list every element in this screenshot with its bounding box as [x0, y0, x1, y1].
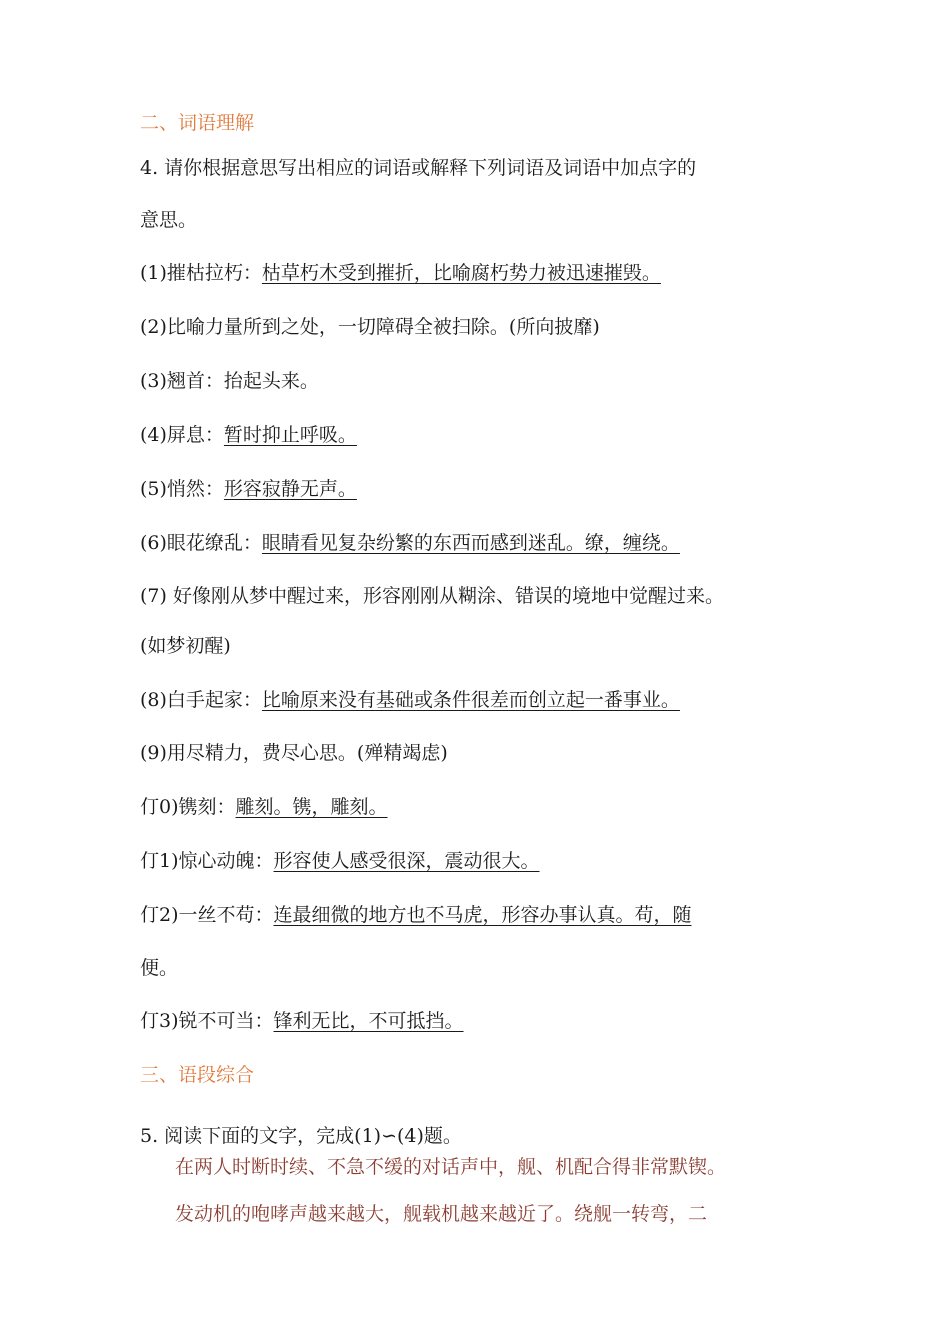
item-answer: 枯草朽木受到摧折，比喻腐朽势力被迅速摧毁。 [261, 262, 661, 284]
item-label: (5)悄然： [140, 478, 224, 500]
question-4-prompt-line-2: 意思。 [140, 209, 198, 231]
item-10 [140, 794, 388, 820]
item-8 [140, 687, 680, 713]
passage-line-2: 发动机的咆哮声越来越大，舰载机越来越近了。绕舰一转弯，二 [175, 1203, 708, 1225]
item-1 [140, 260, 661, 286]
passage-line-1: 在两人时断时续、不急不缓的对话声中，舰、机配合得非常默锲。 [175, 1156, 727, 1178]
item-label: 仃2)一丝不苟： [140, 904, 274, 926]
item-answer: 暂时抑止呼吸。 [223, 424, 357, 446]
item-answer: 形容使人感受很深，震动很大。 [273, 850, 540, 872]
item-9 [140, 740, 448, 766]
item-4 [140, 422, 357, 448]
item-13 [140, 1008, 464, 1034]
question-4-prompt-line-1: 4. 请你根据意思写出相应的词语或解释下列词语及词语中加点字的 [140, 157, 697, 179]
item-answer: 锋利无比，不可抵挡。 [273, 1010, 464, 1032]
item-label: 仃0)镌刻： [140, 796, 236, 818]
item-label: (4)屏息： [140, 424, 224, 446]
item-label: (7) 好像刚从梦中醒过来，形容刚刚从糊涂、错误的境地中觉醒过来。 [140, 585, 724, 607]
item-12 [140, 902, 692, 928]
item-label: 仃3)锐不可当： [140, 1010, 274, 1032]
item-answer: 连最细微的地方也不马虎，形容办事认真。苟，随 [273, 904, 692, 926]
section-3-heading: 三、语段综合 [140, 1064, 255, 1086]
item-3 [140, 368, 319, 394]
item-answer: 眼睛看见复杂纷繁的东西而感到迷乱。缭，缠绕。 [261, 532, 680, 554]
section-2-heading: 二、词语理解 [140, 112, 255, 134]
item-answer: 比喻原来没有基础或条件很差而创立起一番事业。 [261, 689, 680, 711]
item-label: (8)白手起家： [140, 689, 262, 711]
question-5-prompt: 5. 阅读下面的文字，完成(1)∽(4)题。 [140, 1125, 462, 1147]
item-label: (1)摧枯拉朽： [140, 262, 262, 284]
item-label: 便。 [140, 957, 179, 979]
item-12-continued [140, 955, 178, 981]
item-label: (2)比喻力量所到之处，一切障碍全被扫除。(所向披靡) [140, 316, 600, 338]
item-7-continued [140, 633, 231, 659]
item-2 [140, 314, 600, 340]
item-5 [140, 476, 357, 502]
item-label: (6)眼花缭乱： [140, 532, 262, 554]
item-label: 仃1)惊心动魄： [140, 850, 274, 872]
item-11 [140, 848, 540, 874]
item-6 [140, 530, 680, 556]
item-label: (9)用尽精力，费尽心思。(殚精竭虑) [140, 742, 448, 764]
item-7 [140, 583, 724, 609]
item-label: (3)翘首：抬起头来。 [140, 370, 319, 392]
item-answer: 形容寂静无声。 [223, 478, 357, 500]
item-label: (如梦初醒) [140, 635, 231, 657]
item-answer: 雕刻。镌，雕刻。 [235, 796, 388, 818]
